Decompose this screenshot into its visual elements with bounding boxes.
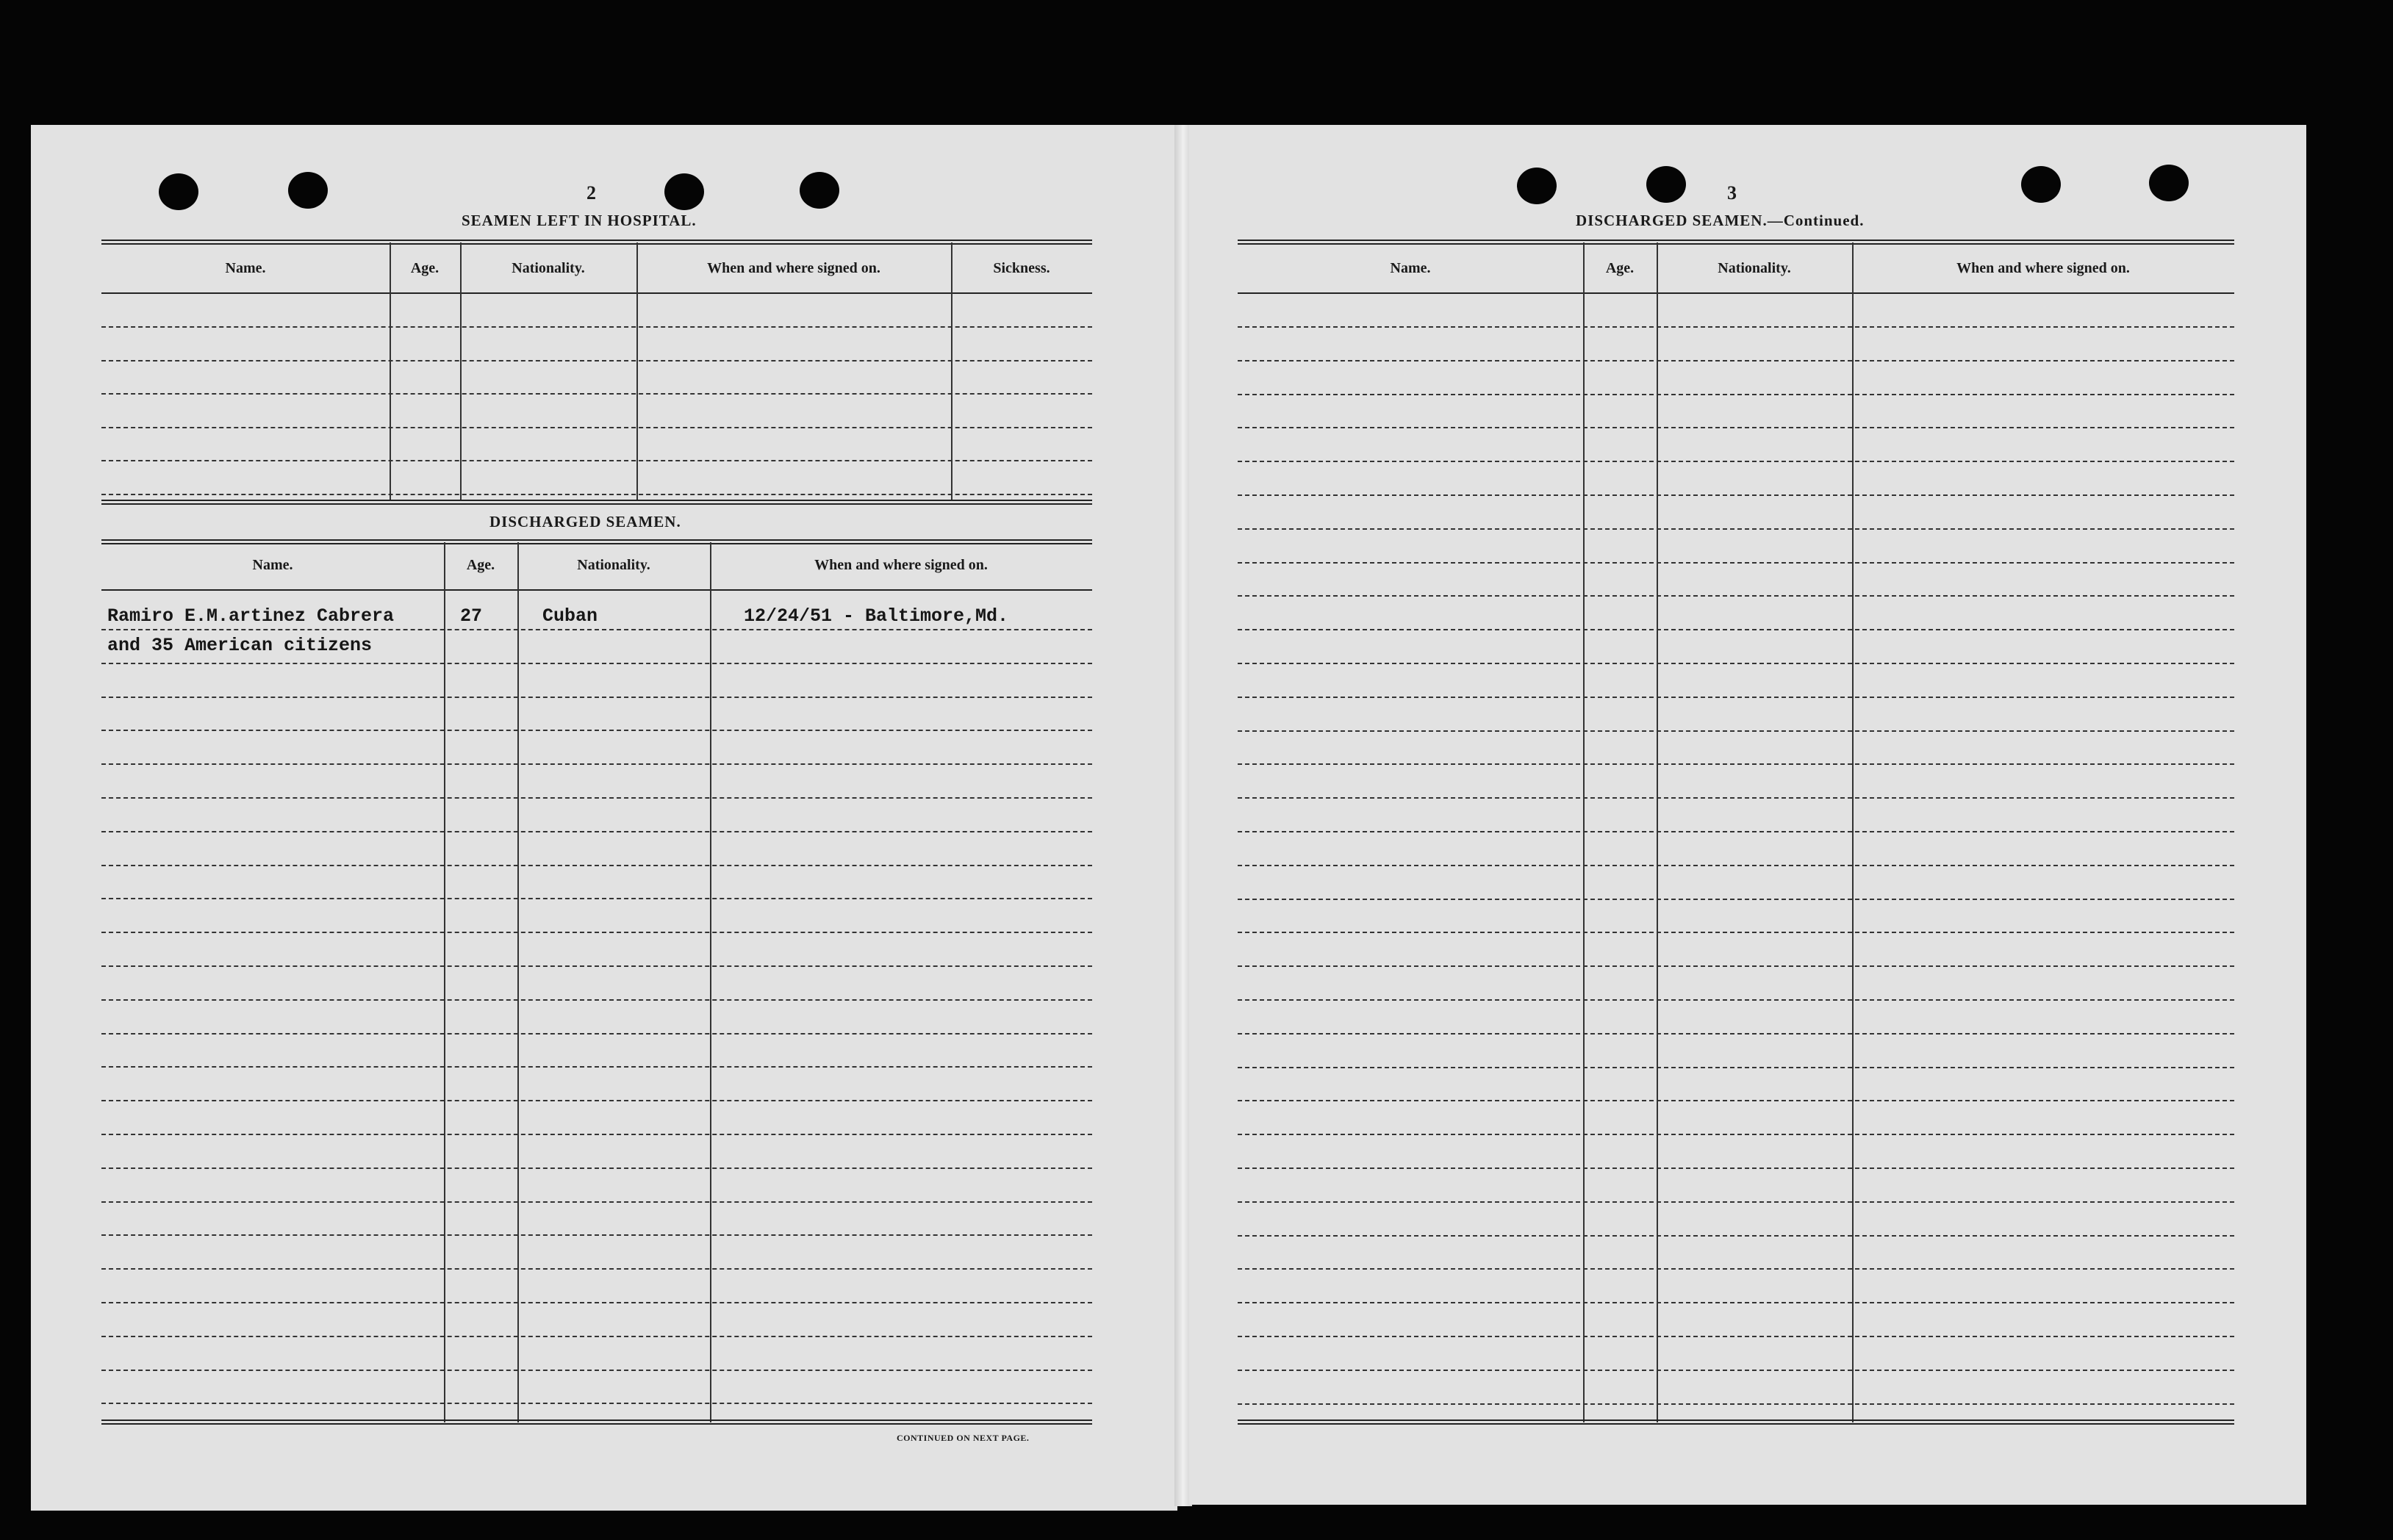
row-line <box>1238 562 2234 564</box>
row-line <box>1238 1370 2234 1371</box>
column-header: Name. <box>225 260 266 276</box>
row-line <box>1238 1201 2234 1203</box>
row-line <box>101 427 1092 428</box>
column-divider <box>710 542 711 1422</box>
punch-hole <box>664 173 704 210</box>
row-line <box>101 797 1092 799</box>
right-header-rule <box>1238 292 2234 294</box>
row-line <box>1238 1268 2234 1270</box>
row-line <box>101 1403 1092 1404</box>
row-line <box>1238 999 2234 1001</box>
column-header: Nationality. <box>577 557 650 573</box>
column-header: Name. <box>252 557 293 573</box>
row-line <box>1238 965 2234 967</box>
column-header: When and where signed on. <box>707 260 880 276</box>
row-line <box>101 730 1092 731</box>
discharged-header-top-rule <box>101 539 1092 544</box>
row-line <box>101 326 1092 328</box>
row-line <box>101 1100 1092 1101</box>
page-number: 2 <box>586 182 596 204</box>
continued-section-heading: DISCHARGED SEAMEN.—Continued. <box>1576 212 1865 229</box>
row-line <box>101 393 1092 395</box>
row-line <box>101 763 1092 765</box>
row-line <box>1238 595 2234 597</box>
discharged-section-heading: DISCHARGED SEAMEN. <box>489 513 681 530</box>
entry-name: Ramiro E.M.artinez Cabrera <box>107 605 395 627</box>
column-header: Name. <box>1390 260 1431 276</box>
row-line <box>101 663 1092 664</box>
row-line <box>101 1033 1092 1035</box>
row-line <box>1238 663 2234 664</box>
row-line <box>1238 326 2234 328</box>
right-table-bottom-rule <box>1238 1420 2234 1425</box>
row-line <box>1238 730 2234 732</box>
punch-hole <box>159 173 198 210</box>
row-line <box>1238 1033 2234 1035</box>
row-line <box>1238 763 2234 765</box>
row-line <box>101 865 1092 866</box>
row-line <box>1238 797 2234 799</box>
entry-age: 27 <box>460 605 483 627</box>
hospital-table-top-rule <box>101 240 1092 245</box>
right-page <box>1189 125 2306 1505</box>
row-line <box>101 831 1092 832</box>
column-divider <box>1852 242 1854 1422</box>
row-line <box>1238 461 2234 462</box>
column-divider <box>1657 242 1658 1422</box>
row-line <box>1238 1067 2234 1068</box>
row-line <box>1238 1403 2234 1405</box>
column-header: When and where signed on. <box>814 557 988 573</box>
row-line <box>1238 1100 2234 1101</box>
column-header: Sickness. <box>993 260 1050 276</box>
row-line <box>101 1134 1092 1135</box>
hospital-header-rule <box>101 292 1092 294</box>
column-header: Nationality. <box>512 260 585 276</box>
row-line <box>1238 865 2234 866</box>
column-header: Age. <box>410 260 440 276</box>
punch-hole <box>288 172 328 209</box>
row-line <box>1238 831 2234 832</box>
row-line <box>1238 1235 2234 1237</box>
row-line <box>1238 1302 2234 1303</box>
row-line <box>1238 427 2234 428</box>
row-line <box>101 1336 1092 1337</box>
column-header: Age. <box>1605 260 1635 276</box>
row-line <box>101 1234 1092 1236</box>
row-line <box>101 1201 1092 1203</box>
entry-name: and 35 American citizens <box>107 635 373 656</box>
row-line <box>101 898 1092 899</box>
row-line <box>101 460 1092 461</box>
punch-hole <box>1517 168 1557 204</box>
entry-signed-on: 12/24/51 - Baltimore,Md. <box>744 605 1009 627</box>
column-divider <box>1583 242 1585 1422</box>
row-line <box>101 932 1092 933</box>
right-table-top-rule <box>1238 240 2234 245</box>
row-line <box>1238 1167 2234 1169</box>
row-line <box>1238 1336 2234 1337</box>
punch-hole <box>1646 166 1686 203</box>
punch-hole <box>800 172 839 209</box>
row-line <box>1238 394 2234 395</box>
row-line <box>101 1066 1092 1068</box>
discharged-header-rule <box>101 589 1092 591</box>
row-line <box>1238 1134 2234 1135</box>
row-line <box>1238 899 2234 900</box>
row-line <box>1238 932 2234 933</box>
column-divider <box>517 542 519 1422</box>
column-header: Age. <box>466 557 495 573</box>
row-line <box>101 1302 1092 1303</box>
row-line <box>101 1370 1092 1371</box>
row-line <box>1238 697 2234 698</box>
column-header: Nationality. <box>1718 260 1791 276</box>
row-line <box>1238 494 2234 496</box>
punch-hole <box>2149 165 2189 201</box>
row-line <box>101 999 1092 1001</box>
column-header: When and where signed on. <box>1956 260 2130 276</box>
discharged-table-bottom-rule <box>101 1420 1092 1425</box>
row-line <box>101 494 1092 495</box>
row-line <box>101 965 1092 967</box>
row-line <box>1238 528 2234 530</box>
row-line <box>101 360 1092 361</box>
row-line <box>101 697 1092 698</box>
hospital-section-heading: SEAMEN LEFT IN HOSPITAL. <box>462 212 697 229</box>
page-number: 3 <box>1727 182 1737 204</box>
row-line <box>1238 360 2234 361</box>
row-line <box>101 1268 1092 1270</box>
row-line <box>101 629 1092 630</box>
column-divider <box>444 542 445 1422</box>
entry-nationality: Cuban <box>542 605 598 627</box>
continued-note: CONTINUED ON NEXT PAGE. <box>897 1433 1030 1443</box>
discharged-table-top-rule <box>101 500 1092 505</box>
row-line <box>1238 629 2234 630</box>
row-line <box>101 1167 1092 1169</box>
punch-hole <box>2021 166 2061 203</box>
